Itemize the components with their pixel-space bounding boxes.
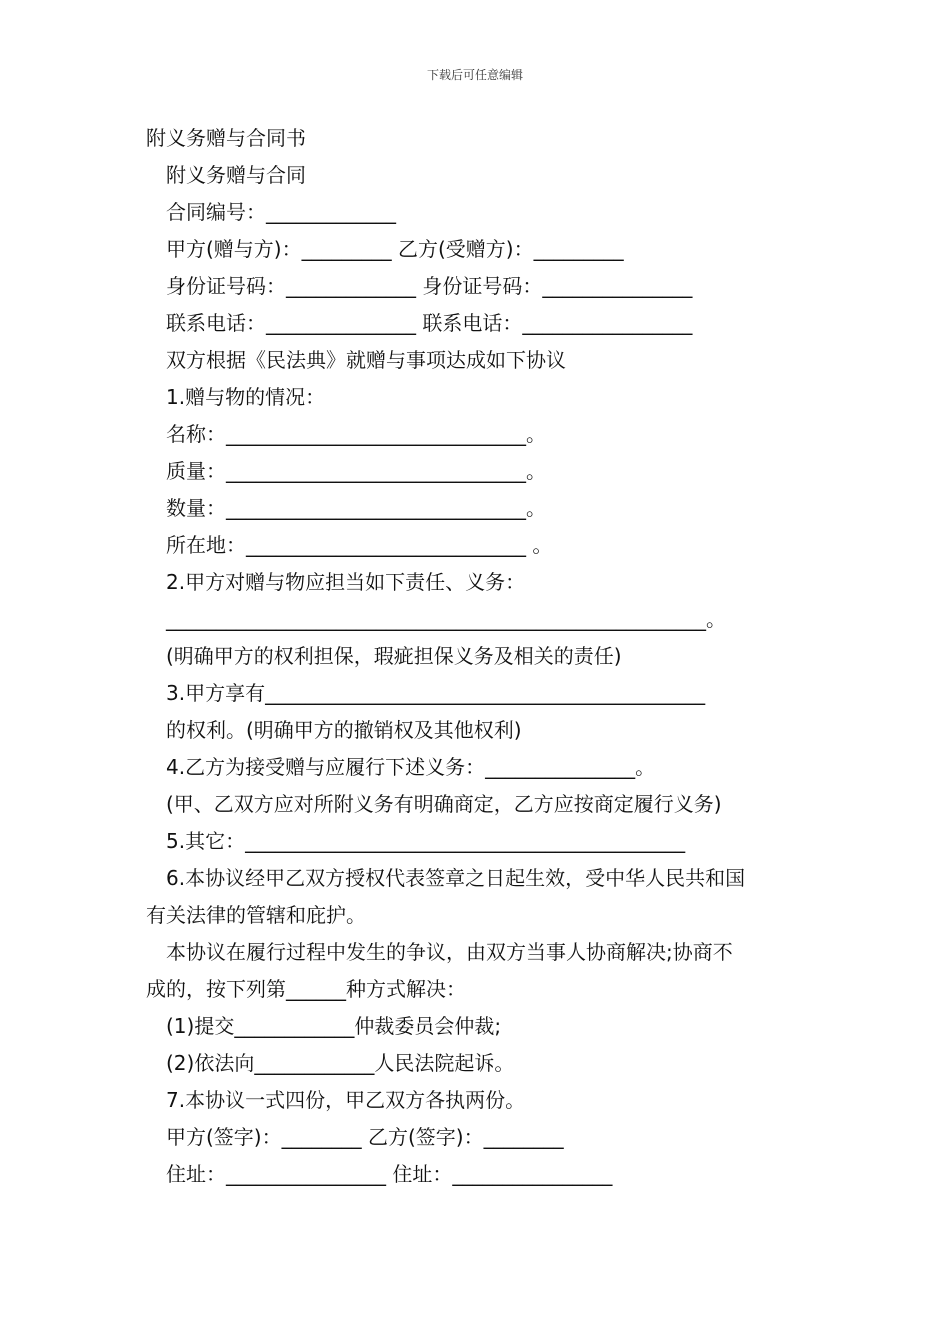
gift-name-line: 名称：______________________________。 [166,422,546,446]
litigation-option: (2)依法向____________人民法院起诉。 [166,1051,515,1075]
gift-location-line: 所在地：____________________________ 。 [166,533,553,557]
clause-2-note: (明确甲方的权利担保，瑕疵担保义务及相关的责任) [166,644,622,668]
dispute-line-2: 成的，按下列第______种方式解决： [146,977,466,1001]
signature-line: 甲方(签字)：________ 乙方(签字)：________ [166,1125,564,1149]
clause-4-note: (甲、乙双方应对所附义务有明确商定，乙方应按商定履行义务) [166,792,722,816]
dispute-line-1: 本协议在履行过程中发生的争议，由双方当事人协商解决;协商不 [166,940,733,964]
clause-5-line: 5.其它：____________________________________________ [166,829,686,853]
gift-quantity-line: 数量：______________________________。 [166,496,546,520]
contract-number-line: 合同编号：_____________ [166,200,396,224]
address-line: 住址：________________ 住址：________________ [166,1162,613,1186]
clause-7-line: 7.本协议一式四份，甲乙双方各执两份。 [166,1088,526,1112]
clause-2-heading: 2.甲方对赠与物应担当如下责任、义务： [166,570,526,594]
contract-document [146,120,811,1193]
document-title: 附义务赠与合同书 [146,126,306,150]
clause-6-line-1: 6.本协议经甲乙双方授权代表签章之日起生效，受中华人民共和国 [166,866,746,890]
page-header: 下载后可任意编辑 [426,68,523,82]
clause-4-line: 4.乙方为接受赠与应履行下述义务：_______________。 [166,755,656,779]
arbitration-option: (1)提交____________仲裁委员会仲裁; [166,1014,502,1038]
clause-3-line: 3.甲方享有____________________________________________ [166,681,706,705]
clause-2-blank: ______________________________________________________。 [166,607,726,631]
clause-1-heading: 1.赠与物的情况： [166,385,326,409]
parties-line: 甲方(赠与方)：_________ 乙方(受赠方)：_________ [166,237,624,261]
id-number-line: 身份证号码：_____________ 身份证号码：_______________ [166,274,693,298]
clause-3-note: 的权利。(明确甲方的撤销权及其他权利) [166,718,522,742]
clause-6-line-2: 有关法律的管辖和庇护。 [146,903,366,927]
contract-subtitle: 附义务赠与合同 [166,163,306,187]
agreement-intro: 双方根据《民法典》就赠与事项达成如下协议 [166,348,566,372]
phone-line: 联系电话：_______________ 联系电话：_________________ [166,311,693,335]
gift-quality-line: 质量：______________________________。 [166,459,546,483]
